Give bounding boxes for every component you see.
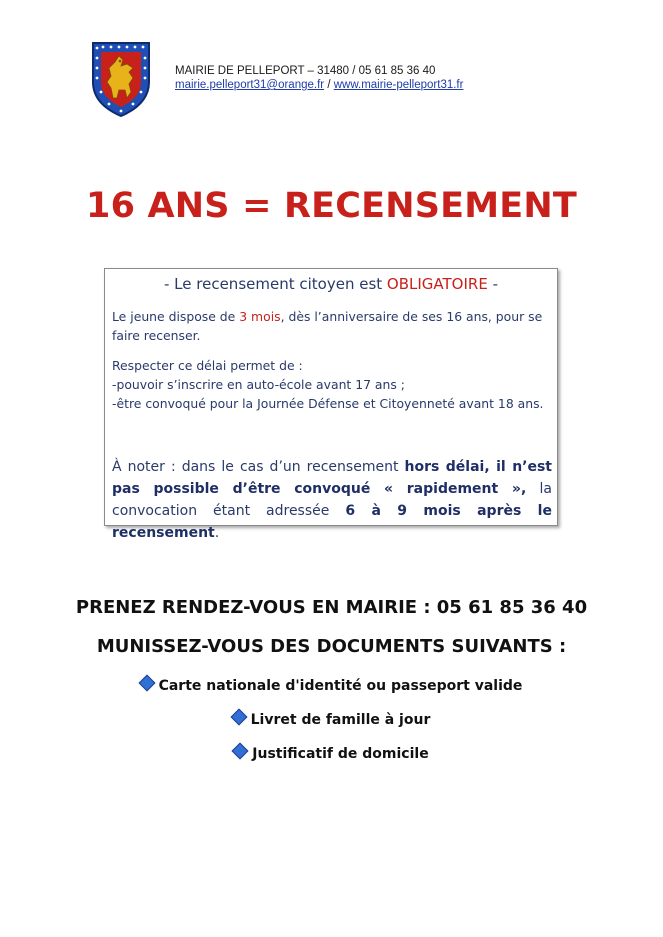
benefits-paragraph bbox=[112, 356, 552, 413]
note-suffix: . bbox=[214, 525, 220, 541]
obligatoire-highlight: OBLIGATOIRE bbox=[386, 275, 488, 293]
letterhead bbox=[175, 64, 463, 92]
heading-suffix: - bbox=[487, 275, 498, 293]
email-link[interactable]: mairie.pelleport31@orange.fr bbox=[175, 79, 325, 91]
document-label: Carte nationale d'identité ou passeport valide bbox=[158, 678, 523, 694]
document-label: Livret de famille à jour bbox=[250, 712, 431, 728]
benefits-intro: Respecter ce délai permet de : bbox=[112, 358, 303, 373]
blue-diamond-icon bbox=[138, 675, 155, 692]
appointment-heading: PRENEZ RENDEZ-VOUS EN MAIRIE : 05 61 85 36 40 bbox=[75, 597, 588, 618]
document-item-domicile bbox=[0, 745, 663, 762]
deadline-line-2: faire recenser. bbox=[112, 328, 201, 343]
late-registration-note bbox=[112, 456, 552, 544]
page-title: 16 ANS = RECENSEMENT bbox=[86, 186, 577, 226]
deadline-prefix: Le jeune dispose de bbox=[112, 309, 240, 324]
box-heading bbox=[105, 275, 557, 293]
deadline-paragraph bbox=[112, 307, 552, 345]
deadline-line-1 bbox=[112, 307, 552, 326]
mairie-contact-line: MAIRIE DE PELLEPORT – 31480 / 05 61 85 36 40 bbox=[175, 65, 436, 77]
note-prefix: À noter : dans le cas d’un recensement bbox=[112, 459, 405, 475]
note-bold-warning: hors délai, il n’est pas possible d’être convoqué « rapidement », bbox=[112, 459, 553, 497]
blue-diamond-icon bbox=[232, 743, 249, 760]
coat-of-arms-logo bbox=[89, 40, 153, 118]
document-item-id bbox=[0, 677, 663, 694]
heading-prefix: - Le recensement citoyen est bbox=[164, 275, 387, 293]
note-bold-delay: 6 à 9 mois après le recensement bbox=[112, 503, 552, 541]
benefit-driving-school: -pouvoir s’inscrire en auto-école avant 17 ans ; bbox=[112, 377, 405, 392]
link-separator: / bbox=[324, 79, 334, 91]
document-label: Justificatif de domicile bbox=[252, 746, 429, 762]
contact-links bbox=[175, 78, 463, 92]
info-box bbox=[104, 268, 558, 541]
benefit-jdc: -être convoqué pour la Journée Défense et Citoyenneté avant 18 ans. bbox=[112, 396, 544, 411]
deadline-suffix: , dès l’anniversaire de ses 16 ans, pour se bbox=[280, 309, 543, 324]
blue-diamond-icon bbox=[230, 709, 247, 726]
three-months-highlight: 3 mois bbox=[239, 309, 281, 324]
note-middle: la convocation étant adressée bbox=[112, 481, 553, 519]
documents-heading: MUNISSEZ-VOUS DES DOCUMENTS SUIVANTS : bbox=[96, 636, 567, 657]
website-link[interactable]: www.mairie-pelleport31.fr bbox=[333, 79, 464, 91]
document-item-livret bbox=[0, 711, 663, 728]
